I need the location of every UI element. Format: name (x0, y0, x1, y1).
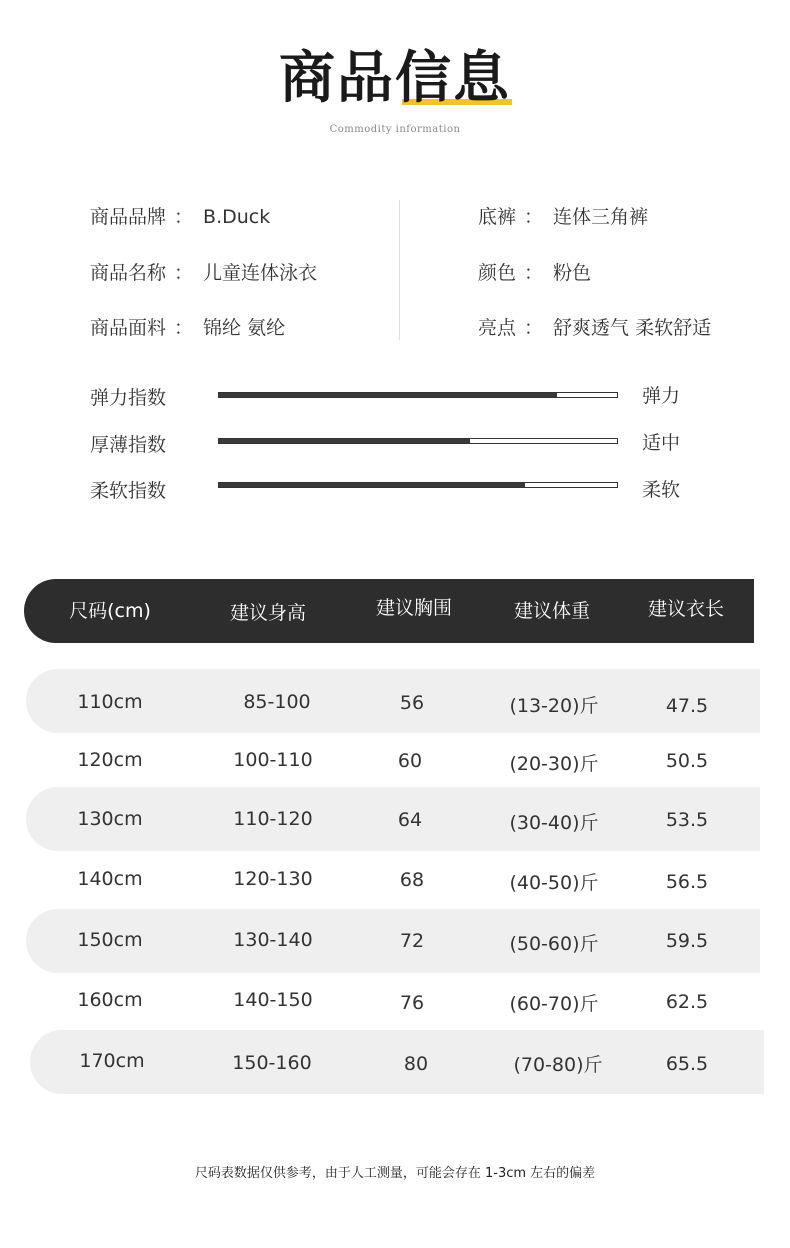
info-value: 舒爽透气 柔软舒适 (553, 317, 712, 339)
info-fabric (90, 313, 285, 340)
index-bar-thickness (218, 438, 618, 444)
header-size: 尺码(cm) (69, 600, 151, 622)
cell-weight: (70-80)斤 (513, 1054, 603, 1076)
size-table-header (24, 579, 754, 643)
cell-length: 65.5 (665, 1053, 709, 1075)
cell-size: 170cm (79, 1050, 145, 1072)
header-height: 建议身高 (229, 602, 306, 624)
cell-height: 85-100 (243, 691, 311, 713)
cell-weight: (20-30)斤 (509, 753, 599, 775)
index-bar-elasticity (218, 392, 618, 398)
cell-size: 120cm (77, 749, 143, 771)
header-length: 建议衣长 (647, 598, 724, 620)
info-label: 商品品牌 (90, 206, 167, 228)
index-label-softness: 柔软指数 (90, 480, 167, 502)
info-colon: ： (524, 317, 544, 339)
cell-height: 130-140 (233, 929, 313, 951)
cell-length: 59.5 (665, 930, 709, 952)
info-highlight (478, 313, 711, 340)
index-value-softness: 柔软 (642, 479, 681, 501)
cell-weight: (13-20)斤 (509, 695, 599, 717)
header-weight: 建议体重 (513, 600, 590, 622)
info-label: 商品面料 (90, 317, 167, 339)
cell-height: 150-160 (232, 1052, 312, 1074)
info-value: 锦纶 氨纶 (203, 317, 286, 339)
cell-length: 47.5 (665, 695, 709, 717)
info-value: 连体三角裤 (553, 206, 649, 228)
cell-chest: 80 (403, 1053, 429, 1075)
info-divider (399, 200, 400, 340)
cell-length: 62.5 (665, 991, 709, 1013)
cell-size: 130cm (77, 808, 143, 830)
info-label: 商品名称 (90, 262, 167, 284)
info-colon: ： (174, 262, 194, 284)
info-brand (90, 202, 270, 229)
cell-height: 100-110 (233, 749, 313, 771)
page-title: 商品信息 (279, 46, 511, 111)
info-colon: ： (174, 206, 194, 228)
header-chest: 建议胸围 (375, 597, 452, 619)
cell-chest: 72 (399, 930, 425, 952)
info-value: 粉色 (553, 262, 592, 284)
page-subtitle: Commodity information (329, 124, 461, 135)
cell-weight: (30-40)斤 (509, 812, 599, 834)
cell-height: 120-130 (233, 868, 313, 890)
info-color (478, 258, 591, 285)
cell-height: 110-120 (233, 808, 313, 830)
cell-length: 53.5 (665, 809, 709, 831)
index-bar-softness (218, 482, 618, 488)
cell-size: 150cm (77, 929, 143, 951)
cell-weight: (50-60)斤 (509, 933, 599, 955)
info-label: 底裤 (478, 206, 517, 228)
info-value: B.Duck (203, 206, 271, 228)
info-name (90, 258, 317, 285)
info-bottom (478, 202, 648, 229)
index-fill (219, 393, 557, 397)
cell-size: 160cm (77, 989, 143, 1011)
index-fill (219, 483, 525, 487)
cell-length: 56.5 (665, 871, 709, 893)
index-value-elasticity: 弹力 (642, 385, 681, 407)
cell-weight: (60-70)斤 (509, 993, 599, 1015)
cell-chest: 56 (399, 692, 425, 714)
cell-chest: 76 (399, 992, 425, 1014)
cell-height: 140-150 (233, 989, 313, 1011)
cell-length: 50.5 (665, 750, 709, 772)
cell-chest: 60 (397, 750, 423, 772)
cell-size: 140cm (77, 868, 143, 890)
cell-size: 110cm (77, 691, 143, 713)
index-fill (219, 439, 470, 443)
info-colon: ： (524, 262, 544, 284)
info-label: 亮点 (478, 317, 517, 339)
cell-weight: (40-50)斤 (509, 872, 599, 894)
cell-chest: 68 (399, 869, 425, 891)
info-label: 颜色 (478, 262, 517, 284)
index-value-thickness: 适中 (642, 432, 681, 454)
title-wrap (0, 44, 790, 114)
info-colon: ： (174, 317, 194, 339)
index-label-elasticity: 弹力指数 (90, 387, 167, 409)
info-value: 儿童连体泳衣 (203, 262, 318, 284)
index-label-thickness: 厚薄指数 (90, 434, 167, 456)
size-footnote: 尺码表数据仅供参考，由于人工测量，可能会存在 1-3cm 左右的偏差 (194, 1166, 596, 1181)
cell-chest: 64 (397, 809, 423, 831)
info-colon: ： (524, 206, 544, 228)
